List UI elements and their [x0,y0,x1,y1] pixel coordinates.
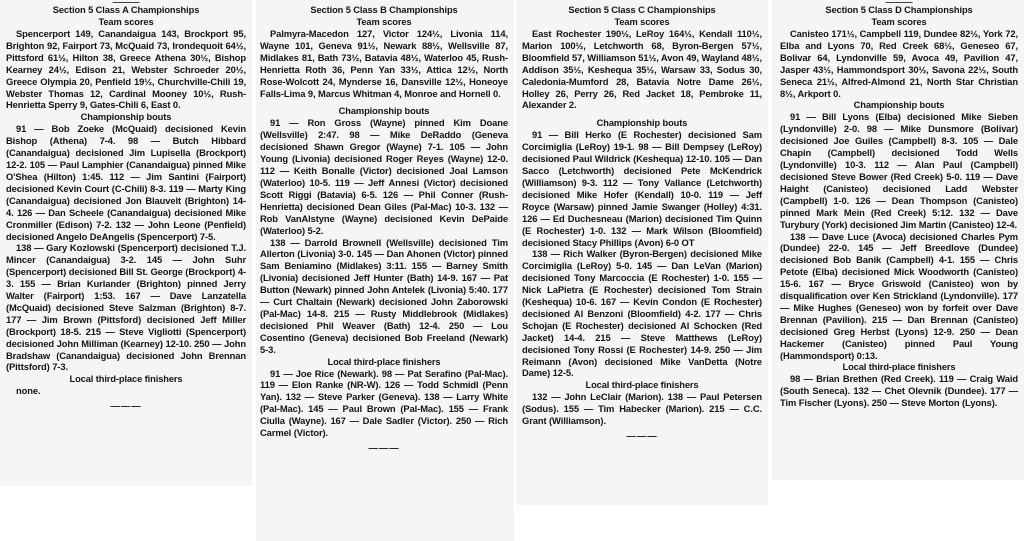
bouts-paragraph: 91 — Ron Gross (Wayne) pinned Kim Doane (Wellsville) 2:47. 98 — Mike DeRaddo (Geneva decisioned Shawn Gregor (Wayne) 7-1. 105 — John Young (Livonia) decisioned Roger Reyes (Wayne) 12-0. 112 — Keith Bonalle (Victor) decisioned Joal Lamson (Waterloo) 10-5. 119 — Jeff Annesi (Victor) decisioned Scott Riggi (Batavia) 6-5. 126 — Phil Conner (Rush-Henrietta) decisioned Dean Giles (Pal-Mac) 10-3. 132 — Rob VanAlstyne (Wayne) decisioned Kevin DePaide (Waterloo) 5-2. [260,117,508,236]
clipping-class-d [772,0,1024,480]
bouts-paragraph: 138 — Darrold Brownell (Wellsville) decisioned Tim Allerton (Livonia) 3-0. 145 — Dan Ahonen (Victor) pinned Sam Beniamino (Midlakes) 3:11. 155 — Barney Smith (Livonia) decisioned Jeff Hunter (Bath) 14-9. 167 — Pat Button (Newark) pinned John Antelek (Livonia) 5:40. 177 — Curt Chaltain (Newark) decisioned John Zaborowski (Pal-Mac) 14-8. 215 — Rusty Middlebrook (Midlakes) decisioned Phil Weaver (Bath) 12-4. 250 — Lou Cosentino (Geneva) decisioned Bob Freeland (Newark) 5-3. [260,236,508,355]
team-scores-heading: Team scores [871,17,927,27]
clipping-class-c [516,0,768,505]
bouts-paragraph: 138 — Dave Luce (Avoca) decisioned Charles Pym (Dundee) 22-0. 145 — Jeff Breedlove (Dundee) decisioned Bob Banik (Campbell) 4-1. 155 — Chris Petote (Elba) decisioned Mick Woodworth (Canisteo) 15-6. 167 — Bryce Griswold (Canisteo) won by disqualification over Ken Strickland (Lyndonville). 177 — Mike Hughes (Geneseo) won by forfeit over Dave Brennan (Pavilion). 215 — Dan Brennan (Canisteo) decisioned Greg Herbst (Lyons) 12-9. 250 — Dean Hackemer (Canisteo) pinned Paul Young (Hammondsport) 0:13. [780,230,1018,361]
column-class-a [6,0,246,412]
third-place-text: 132 — John LeClair (Marion). 138 — Paul Petersen (Sodus). 155 — Tim Habecker (Marion). 215 — C.C. Grant (Williamson). [522,391,762,427]
column-class-d [780,0,1018,409]
bouts-paragraph: 91 — Bill Lyons (Elba) decisioned Mike Sieben (Lyndonville) 2-0. 98 — Mike Dunsmore (Bolivar) decisioned Joe Guiles (Campbell) 8-3. 105 — Dale Chapin (Campbell) decisioned Todd Wells (Lyndonville) 10-3. 112 — Alan Paul (Campbell) decisioned Steve Bower (Red Creek) 5-0. 119 — Dave Haight (Canisteo) decisioned Ladd Webster (Campbell) 1-0. 126 — Dean Thompson (Canisteo) pinned Mark Mein (Red Creek) 5:12. 132 — Dave Turybury (York) decisioned Jim Martin (Canisteo) 12-4. [780,111,1018,230]
team-scores-heading: Team scores [614,17,670,27]
end-mark: ——— [110,400,142,412]
third-place-heading: Local third-place finishers [842,362,956,373]
third-place-heading: Local third-place finishers [69,374,183,385]
section-title: Section 5 Class A Championships [52,5,200,15]
team-scores-text: Spencerport 149, Canandaigua 143, Brockport 95, Brighton 92, Fairport 73, McQuaid 73, Irondequoit 64½, Pittsford 61½, Hilton 38, Greece Athena 30½, Bishop Kearney 24½, Edison 21, Webster Schroeder 20½, Greece Olympia 20, Penfield 19½, Churchville-Chili 19, Webster Thomas 12, Cardinal Mooney 10½, Rush-Henrietta Sperry 9, Gates-Chili 6, East 0. [6,28,246,111]
third-place-heading: Local third-place finishers [585,380,699,391]
team-scores-text: East Rochester 190½, LeRoy 164½, Kendall 110½, Marion 100½, Letchworth 68, Byron-Bergen 57½, Bloomfield 57, Williamson 51½, Avon 49, Wayland 48½, Addison 35½, Keshequa 35½, Warsaw 33, Sodus 30, Caledonia-Mumford 28, Batavia Notre Dame 26½, Holley 26, Perry 26, Red Jacket 18, Pembroke 11, Alexander 2. [522,28,762,111]
bouts-heading: Championship bouts [596,118,688,129]
section-title: Section 5 Class D Championships [825,5,973,15]
bouts-heading: Championship bouts [853,100,945,111]
third-place-text: 91 — Joe Rice (Newark). 98 — Pat Serafino (Pal-Mac). 119 — Elon Ranke (NR-W). 126 — Todd Schmidl (Penn Yan). 132 — Steve Parker (Geneva). 138 — Larry White (Pal-Mac). 145 — Paul Brown (Pal-Mac). 155 — Frank Ciulla (Wayne). 167 — Dale Sadler (Victor). 250 — Rich Carmel (Victor). [260,367,508,439]
third-place-heading: Local third-place finishers [327,356,441,367]
team-scores-heading: Team scores [356,17,412,27]
column-class-c [522,0,762,442]
top-rule: ——— [885,0,913,7]
section-title: Section 5 Class C Championships [568,5,716,15]
clipping-class-b [256,0,514,541]
bouts-heading: Championship bouts [338,106,430,117]
top-rule: ——— [112,0,140,7]
end-mark: ——— [368,442,400,453]
end-mark: ——— [626,430,658,442]
clipping-class-a [0,0,252,486]
bouts-paragraph: 138 — Rich Walker (Byron-Bergen) decisioned Mike Corcimiglia (LeRoy) 5-0. 145 — Dan LeVan (Marion) decisioned Tony Marcoccia (E Rochester) 1-0. 155 — Nick LaPietra (E Rochester) decisioned Tom Strain (Keshequa) 10-6. 167 — Kevin Condon (E Rochester) decisioned Al Benzoni (Bloomfield) 4-2. 177 — Chris Schojan (E Rochester) decisioned Al Schocken (Red Jacket) 14-4. 215 — Steve Matthews (LeRoy) decisioned Tony Rossi (E Rochester) 14-9. 250 — Jim Reimann (Avon) decisioned Mike VanDetta (Notre Dame) 12-5. [522,248,762,379]
third-place-text: none. [16,385,41,397]
third-place-text: 98 — Brian Brethen (Red Creek). 119 — Craig Waid (South Seneca). 132 — Chet Olevnik (Dundee). 177 — Tim Fischer (Lyons). 250 — Steve Morton (Lyons). [780,373,1018,409]
team-scores-text: Palmyra-Macedon 127, Victor 124½, Livonia 114, Wayne 101, Geneva 91½, Newark 88½, Wellsville 87, Midlakes 81, Bath 73½, Batavia 48½, Waterloo 45, Rush-Henrietta Roth 36, Penn Yan 33½, Attica 12½, North Rose-Wolcott 24, Mynderse 16, Dansville 12½, Honeoye Falls-Lima 9, Marcus Whitman 4, Monroe and Hornell 0. [260,28,508,99]
bouts-heading: Championship bouts [80,112,172,123]
bouts-paragraph: 138 — Gary Kozlowski (Spencerport) decisioned T.J. Mincer (Canandaigua) 3-2. 145 — John Suhr (Spencerport) decisioned Bill St. George (Brockport) 4-3. 155 — Brian Kurlander (Brighton) pinned Jerry Walter (Fairport) 1:53. 167 — Dave Lanzatella (McQuaid) decisioned Steve Salzman (Brighton) 8-7. 177 — Jim Brown (Pittsford) decisioned Jeff Miller (Brockport) 18-5. 215 — Steve Vigliotti (Spencerport) decisioned John Milliman (Kearney) 12-10. 250 — John Bradshaw (Canandaigua) decisioned John Brennan (Pittsford) 7-3. [6,242,246,373]
column-class-b [260,0,508,454]
team-scores-heading: Team scores [98,17,154,27]
team-scores-text: Canisteo 171½, Campbell 119, Dundee 82½, York 72, Elba and Lyons 70, Red Creek 68½, Geneseo 67, Bolivar 64, Lyndonville 59, Avoca 49, Pavilion 47, Jasper 43½, Hammondsport 30½, Savona 22½, South Seneca 21½, Alfred-Almond 21, North Star Christian 8½, Arkport 0. [780,28,1018,99]
bouts-paragraph: 91 — Bill Herko (E Rochester) decisioned Sam Corcimiglia (LeRoy) 19-1. 98 — Bill Dempsey (LeRoy) decisioned Paul Wildrick (Keshequa) 12-10. 105 — Dan Sacco (Letchworth) decisioned Pete McKendrick (Williamson) 9-3. 112 — Tony Vallance (Letchworth) decisioned Mike Hofer (Kendall) 10-0. 119 — Jeff Royce (Warsaw) pinned Jamie Swanger (Holley) 4:31. 126 — Ed Duchesneau (Marion) decisioned Tim Quinn (E Rochester) 1-0. 132 — Mark Wilson (Bloomfield) decisioned Stacy Phillips (Avon) 6-0 OT [522,129,762,248]
section-title: Section 5 Class B Championships [310,5,458,15]
bouts-paragraph: 91 — Bob Zoeke (McQuaid) decisioned Kevin Bishop (Athena) 7-4. 98 — Butch Hibbard (Canandaigua) decisioned Jim Lupisella (Brockport) 12-2. 105 — Paul Lamphier (Canandaigua) pinned Mike O'Shea (Hilton) 1:45. 112 — Jim Santini (Fairport) decisioned Kevin Court (C-Chili) 8-3. 119 — Marty King (Canandaigua) decisioned Jon Blauvelt (Brighton) 14-4. 126 — Dan Scheele (Canandaigua) decisioned Mike Cronmiller (Edison) 7-2. 132 — John Leone (Penfield) decisioned Angelo DeAngelis (Spencerport) 7-5. [6,123,246,242]
